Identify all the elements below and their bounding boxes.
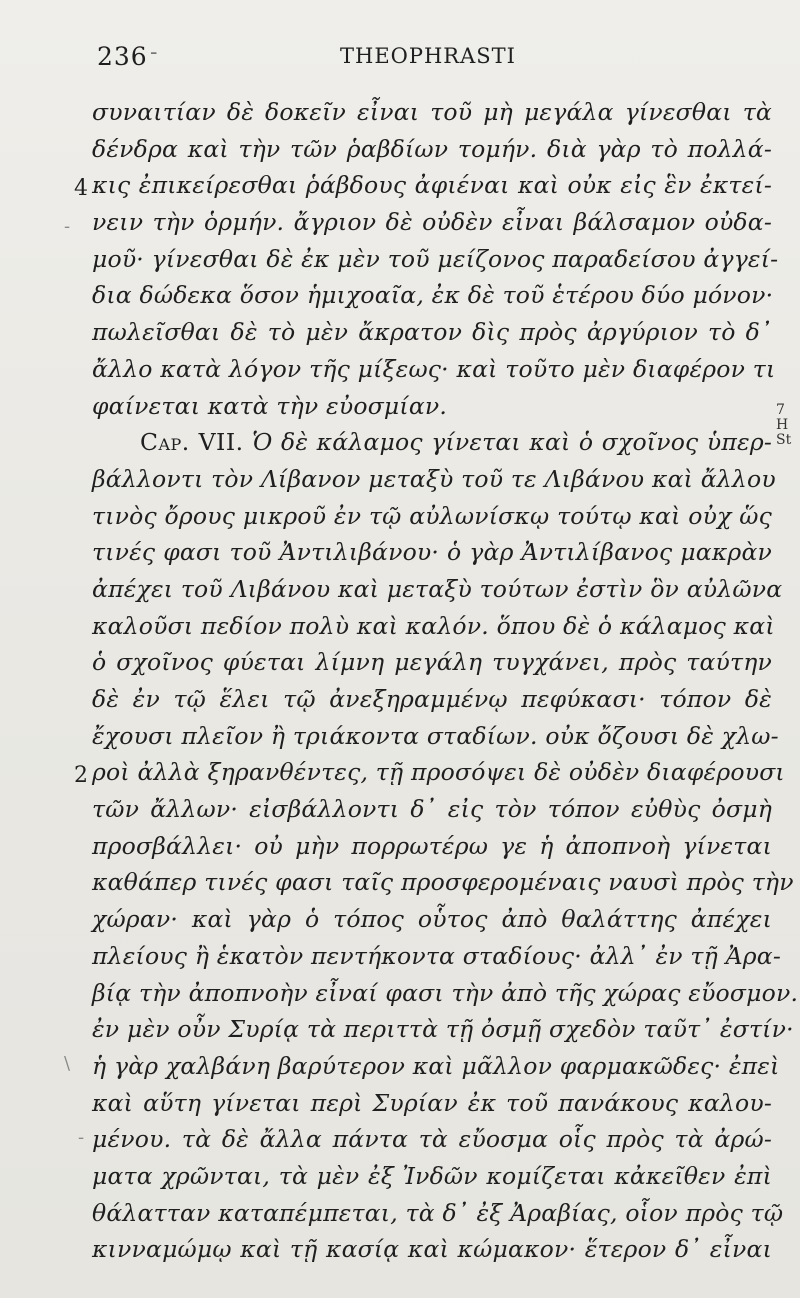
text-line-27: ἡ γὰρ χαλβάνη βαρύτερον καὶ μᾶλλον φαρμακῶδες· ἐπεὶ — [92, 1051, 780, 1080]
text-line-5: μοῦ· γίνεσθαι δὲ ἐκ μὲν τοῦ μείζονος παραδείσου ἀγγεί- — [92, 244, 779, 273]
text-line-20: τῶν ἄλλων· εἰσβάλλοντι δ᾽ εἰς τὸν τόπον εὐθὺς ὀσμὴ — [92, 795, 772, 824]
header-dash: - — [150, 40, 158, 65]
margin-backslash-mark: \ — [64, 1053, 71, 1074]
text-line-10: Ὁ δὲ κάλαμος γίνεται καὶ ὁ σχοῖνος ὑπερ- — [252, 428, 773, 457]
text-line-32: κινναμώμῳ καὶ τῇ κασίᾳ καὶ κώμακον· ἕτερον δ᾽ εἶναι — [92, 1235, 772, 1264]
chapter-label: Cap. VII. — [140, 428, 244, 457]
text-line-12: τινὸς ὄρους μικροῦ ἐν τῷ αὐλωνίσκῳ τούτῳ καὶ οὐχ ὥς — [92, 501, 772, 530]
chapter-opening-line — [92, 424, 772, 461]
text-line-28: καὶ αὕτη γίνεται περὶ Συρίαν ἐκ τοῦ πανάκους καλου- — [92, 1088, 772, 1117]
running-title: THEOPHRASTI — [340, 44, 516, 68]
text-line-26: ἐν μὲν οὖν Συρίᾳ τὰ περιττὰ τῇ ὀσμῇ σχεδὸν ταῦτ᾽ ἐστίν· — [92, 1015, 794, 1044]
text-line-25: βίᾳ τὴν ἀποπνοὴν εἶναί φασι τὴν ἀπὸ τῆς χώρας εὔοσμον. — [92, 978, 799, 1007]
text-line-23: χώραν· καὶ γὰρ ὁ τόπος οὗτος ἀπὸ θαλάττης ἀπέχει — [92, 905, 772, 934]
text-line-30: ματα χρῶνται, τὰ μὲν ἐξ Ἰνδῶν κομίζεται κἀκεῖθεν ἐπὶ — [92, 1161, 772, 1190]
text-line-3: κις ἐπικείρεσθαι ῥάβδους ἀφιέναι καὶ οὐκ εἰς ἓν ἐκτεί- — [92, 171, 772, 200]
text-line-21: προσβάλλει· οὐ μὴν πορρωτέρω γε ἡ ἀποπνοὴ γίνεται — [92, 831, 772, 860]
text-line-13: τινές φασι τοῦ Ἀντιλιβάνου· ὁ γὰρ Ἀντιλίβανος μακρὰν — [92, 538, 772, 567]
text-line-16: ὁ σχοῖνος φύεται λίμνη μεγάλη τυγχάνει, πρὸς ταύτην — [92, 648, 772, 677]
line-number-2: 2 — [74, 763, 88, 788]
text-line-6: δια δώδεκα ὅσον ἡμιχοαῖα, ἐκ δὲ τοῦ ἑτέρου δύο μόνον· — [92, 281, 774, 310]
text-line-1: συναιτίαν δὲ δοκεῖν εἶναι τοῦ μὴ μεγάλα γίνεσθαι τὰ — [92, 98, 772, 126]
text-line-14: ἀπέχει τοῦ Λιβάνου καὶ μεταξὺ τούτων ἐστὶν ὃν αὐλῶνα — [92, 574, 783, 603]
text-line-31: θάλατταν καταπέμπεται, τὰ δ᾽ ἐξ Ἀραβίας, οἷον πρὸς τῷ — [92, 1198, 784, 1227]
text-line-19: ροὶ ἀλλὰ ξηρανθέντες, τῇ προσόψει δὲ οὐδὲν διαφέρουσι — [92, 758, 785, 787]
margin-dash-mark: - — [64, 216, 71, 237]
text-line-9: φαίνεται κατὰ τὴν εὐοσμίαν. — [92, 391, 448, 420]
page-header — [0, 38, 800, 78]
text-line-11: βάλλοντι τὸν Λίβανον μεταξὺ τοῦ τε Λιβάνου καὶ ἄλλου — [92, 464, 776, 493]
text-line-7: πωλεῖσθαι δὲ τὸ μὲν ἄκρατον δὶς πρὸς ἀργύριον τὸ δ᾽ — [92, 318, 772, 347]
text-line-24: πλείους ἢ ἑκατὸν πεντήκοντα σταδίους· ἀλλ᾽ ἐν τῇ Ἀρα- — [92, 941, 781, 970]
line-number-4: 4 — [74, 176, 88, 201]
text-line-17: δὲ ἐν τῷ ἕλει τῷ ἀνεξηραμμένῳ πεφύκασι· τόπον δὲ — [92, 685, 772, 713]
page-number: 236 — [97, 42, 148, 71]
text-line-18: ἔχουσι πλεῖον ἢ τριάκοντα σταδίων. οὐκ ὄζουσι δὲ χλω- — [92, 721, 779, 750]
margin-note — [776, 403, 800, 448]
text-line-4: νειν τὴν ὁρμήν. ἄγριον δὲ οὐδὲν εἶναι βάλσαμον οὐδα- — [92, 208, 772, 237]
text-line-15: καλοῦσι πεδίον πολὺ καὶ καλόν. ὅπου δὲ ὁ κάλαμος καὶ — [92, 611, 775, 640]
margin-dash-mark-lower: - — [78, 1127, 85, 1148]
text-line-8: ἄλλο κατὰ λόγον τῆς μίξεως· καὶ τοῦτο μὲν διαφέρον τι — [92, 354, 776, 383]
margin-note-line-2: St — [776, 432, 792, 448]
margin-note-line-1: 7 H — [776, 402, 789, 433]
text-line-2: δένδρα καὶ τὴν τῶν ῥαβδίων τομήν. διὰ γὰρ τὸ πολλά- — [92, 134, 772, 163]
text-line-29: μένου. τὰ δὲ ἄλλα πάντα τὰ εὔοσμα οἷς πρὸς τὰ ἀρώ- — [92, 1125, 772, 1154]
text-line-22: καθάπερ τινές φασι ταῖς προσφερομέναις ναυσὶ πρὸς τὴν — [92, 868, 794, 897]
